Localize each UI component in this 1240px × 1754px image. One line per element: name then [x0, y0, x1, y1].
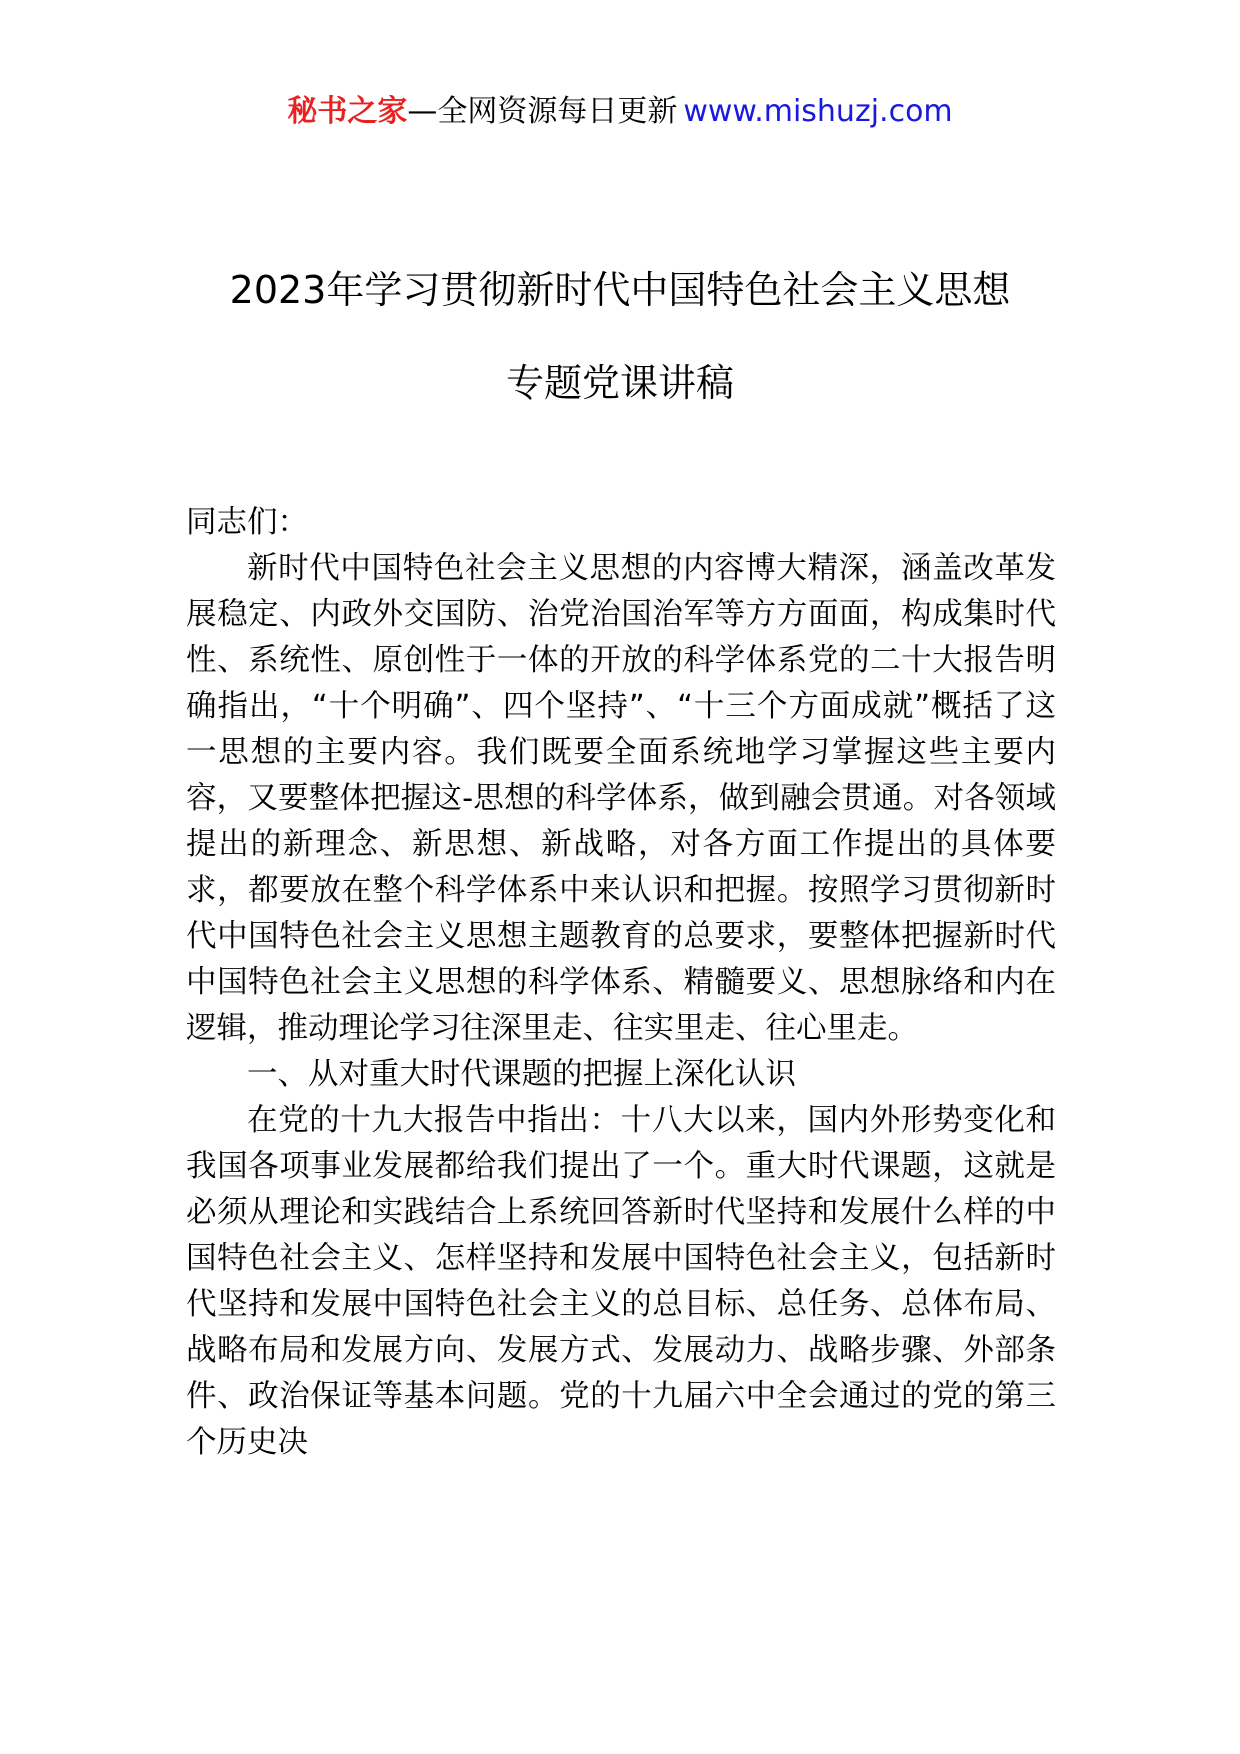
document-body [186, 500, 1056, 1466]
paragraph-1: 新时代中国特色社会主义思想的内容博大精深，涵盖改革发展稳定、内政外交国防、治党治国治军等方方面面，构成集时代性、系统性、原创性于一体的开放的科学体系党的二十大报告明确指出，“十个明确”、四个坚持”、“十三个方面成就”概括了这一思想的主要内容。我们既要全面系统地学习掌握这些主要内容，又要整体把握这-思想的科学体系，做到融会贯通。对各领域提出的新理念、新思想、新战略，对各方面工作提出的具体要求，都要放在整个科学体系中来认识和把握。按照学习贯彻新时代中国特色社会主义思想主题教育的总要求，要整体把握新时代中国特色社会主义思想的科学体系、精髓要义、思想脉络和内在逻辑，推动理论学习往深里走、往实里走、往心里走。 [186, 551, 1056, 1046]
section-heading-1: 一、从对重大时代课题的把握上深化认识 [247, 1057, 796, 1092]
paragraph-2: 在党的十九大报告中指出：十八大以来，国内外形势变化和我国各项事业发展都给我们提出了一个。重大时代课题，这就是必须从理论和实践结合上系统回答新时代坚持和发展什么样的中国特色社会主义、怎样坚持和发展中国特色社会主义，包括新时代坚持和发展中国特色社会主义的总目标、总任务、总体布局、战略布局和发展方向、发展方式、发展动力、战略步骤、外部条件、政治保证等基本问题。党的十九届六中全会通过的党的第三个历史决 [186, 1103, 1056, 1460]
site-brand: 秘书之家 [287, 94, 408, 129]
site-header [0, 92, 1240, 132]
greeting: 同志们： [186, 505, 308, 540]
document-title-line-2: 专题党课讲稿 [505, 361, 734, 405]
site-slogan: —全网资源每日更新 [407, 94, 678, 129]
site-url-link[interactable]: www.mishuzj.com [683, 94, 953, 129]
document-title-line-1: 2023年学习贯彻新时代中国特色社会主义思想 [229, 268, 1011, 312]
